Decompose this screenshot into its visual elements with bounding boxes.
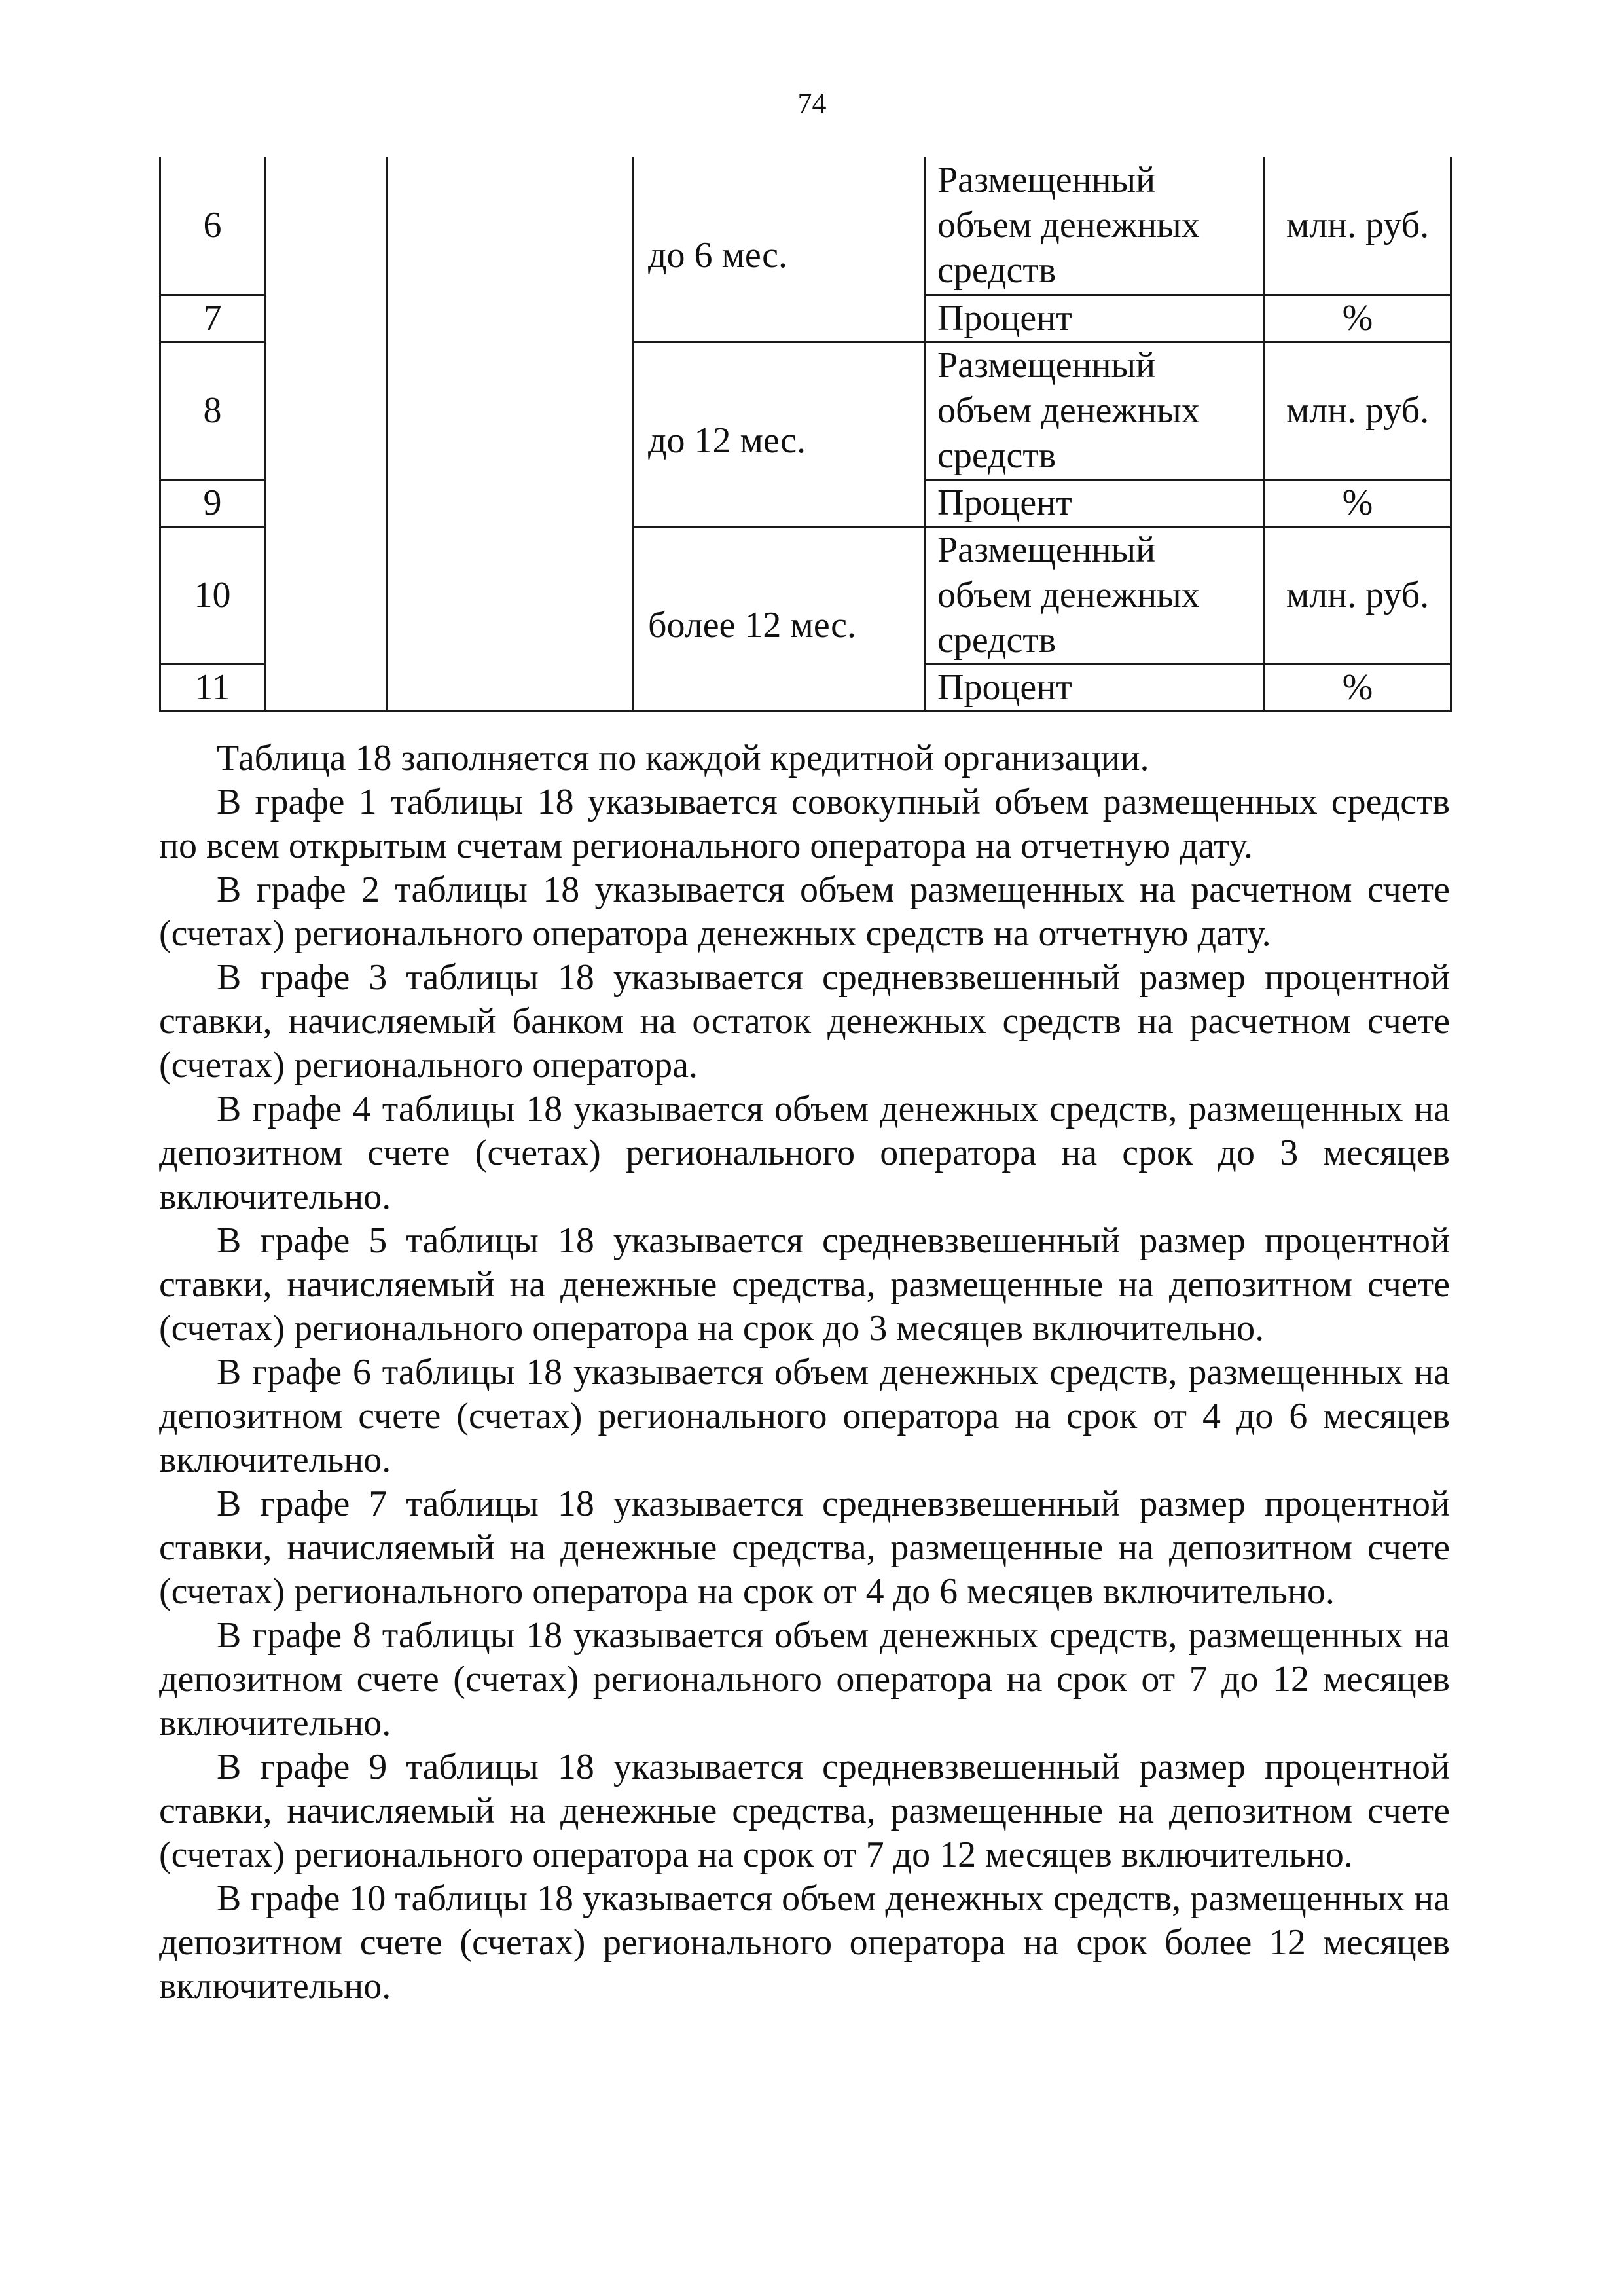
term-label: до 6 мес.	[648, 234, 788, 276]
unit-cell: %	[1265, 664, 1451, 711]
unit-cell: млн. руб.	[1265, 157, 1451, 295]
paragraph: В графе 2 таблицы 18 указывается объем размещенных на расчетном счете (счетах) регионального оператора денежных средств на отчетную дату.	[159, 869, 1450, 954]
row-number: 9	[160, 479, 265, 526]
row-number: 11	[160, 664, 265, 711]
unit-cell: млн. руб.	[1265, 526, 1451, 664]
unit-cell: млн. руб.	[1265, 342, 1451, 479]
term-label: более 12 мес.	[648, 604, 856, 646]
paragraph: В графе 9 таблицы 18 указывается средневзвешенный размер процентной ставки, начисляемый на денежные средства, размещенные на депозитном счете (счетах) регионального оператора на срок от 7 до 12 месяцев включительно.	[159, 1747, 1450, 1875]
row-number: 8	[160, 342, 265, 479]
row-number: 10	[160, 526, 265, 664]
unit-cell: %	[1265, 295, 1451, 342]
param-cell: Размещенный объем денежных средств	[925, 526, 1265, 664]
table-row	[160, 157, 1451, 295]
paragraph: В графе 4 таблицы 18 указывается объем денежных средств, размещенных на депозитном счете (счетах) регионального оператора на срок до 3 месяцев включительно.	[159, 1089, 1450, 1217]
row-number: 6	[160, 157, 265, 295]
row-number: 7	[160, 295, 265, 342]
paragraph: В графе 1 таблицы 18 указывается совокупный объем размещенных средств по всем открытым счетам регионального оператора на отчетную дату.	[159, 782, 1450, 866]
param-cell: Процент	[925, 479, 1265, 526]
deposit-table	[159, 157, 1452, 712]
param-cell: Размещенный объем денежных средств	[925, 342, 1265, 479]
paragraph: Таблица 18 заполняется по каждой кредитной организации.	[217, 738, 1149, 778]
empty-column-2	[387, 157, 633, 711]
param-cell: Размещенный объем денежных средств	[925, 157, 1265, 295]
empty-column-1	[265, 157, 387, 711]
paragraph: В графе 6 таблицы 18 указывается объем денежных средств, размещенных на депозитном счете (счетах) регионального оператора на срок от 4 до 6 месяцев включительно.	[159, 1352, 1450, 1480]
page-number: 74	[797, 87, 827, 119]
param-cell: Процент	[925, 664, 1265, 711]
paragraph: В графе 5 таблицы 18 указывается средневзвешенный размер процентной ставки, начисляемый на денежные средства, размещенные на депозитном счете (счетах) регионального оператора на срок до 3 месяцев включительно.	[159, 1220, 1450, 1349]
body-text	[159, 737, 1450, 2009]
param-cell: Процент	[925, 295, 1265, 342]
unit-cell: %	[1265, 479, 1451, 526]
term-cell	[633, 157, 925, 342]
paragraph: В графе 7 таблицы 18 указывается средневзвешенный размер процентной ставки, начисляемый на денежные средства, размещенные на депозитном счете (счетах) регионального оператора на срок от 4 до 6 месяцев включительно.	[159, 1484, 1450, 1612]
paragraph: В графе 3 таблицы 18 указывается средневзвешенный размер процентной ставки, начисляемый банком на остаток денежных средств на расчетном счете (счетах) регионального оператора.	[159, 957, 1450, 1085]
paragraph: В графе 10 таблицы 18 указывается объем денежных средств, размещенных на депозитном счете (счетах) регионального оператора на срок более 12 месяцев включительно.	[159, 1878, 1450, 2007]
paragraph: В графе 8 таблицы 18 указывается объем денежных средств, размещенных на депозитном счете (счетах) регионального оператора на срок от 7 до 12 месяцев включительно.	[159, 1615, 1450, 1743]
term-cell	[633, 342, 925, 526]
term-label: до 12 мес.	[648, 420, 806, 461]
term-cell	[633, 526, 925, 711]
